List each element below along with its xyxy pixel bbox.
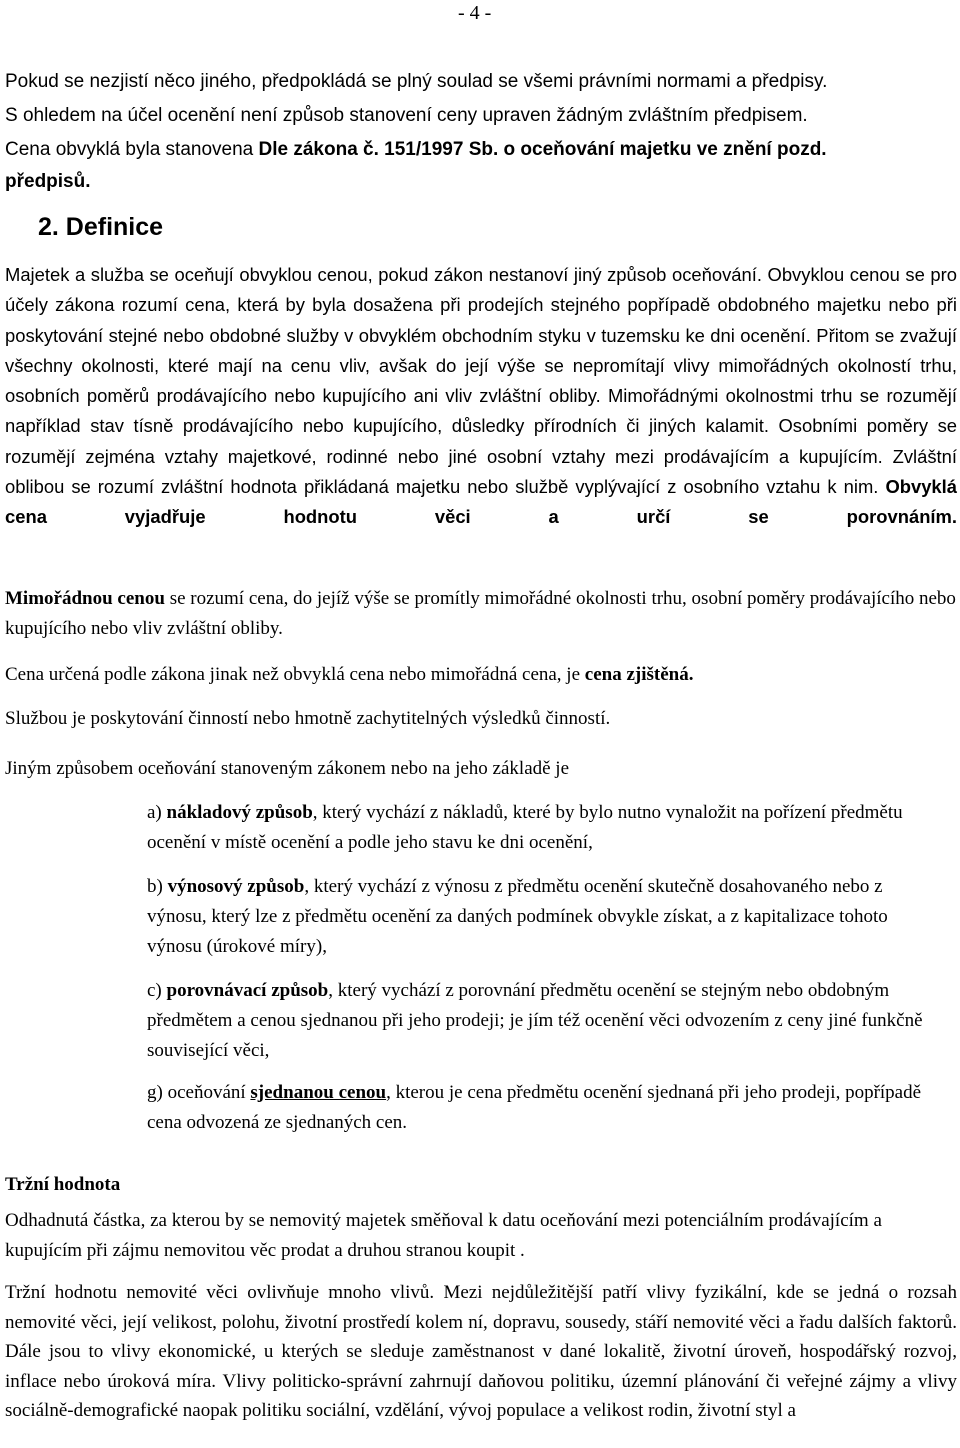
page-number: - 4 - <box>458 2 492 24</box>
definice-paragraph <box>5 260 957 533</box>
list-item-g-prefix: g) oceňování <box>147 1082 251 1103</box>
mimoradna-text: se rozumí cena, do jejíž výše se promítly mimořádné okolnosti trhu, osobní poměry prodávajícího nebo kupujícího nebo vliv zvláštní obliby. <box>5 588 956 639</box>
zjistena-paragraph <box>5 660 957 690</box>
jinym-paragraph: Jiným způsobem oceňování stanoveným zákonem nebo na jeho základě je <box>5 758 570 779</box>
list-item-g-term: sjednanou cenou <box>250 1082 387 1103</box>
list-item-c-text: , který vychází z porovnání předmětu ocenění se stejným nebo obdobným předmětem a cenou sjednanou při jeho prodeji; je jím též ocenění věci odvozením z ceny jiné funkčně související věci, <box>147 980 923 1061</box>
list-item-c-term: porovnávací způsob <box>166 980 329 1001</box>
definice-text-2: Přitom se zvažují všechny okolnosti, které mají na cenu vliv, avšak do její výše se nepromítají vlivy mimořádných okolností trhu, osobních poměrů prodávajícího nebo kupujícího ani vliv zvláštní obliby. Mimořádnými okolnostmi trhu se rozumějí například stav tísně prodávajícího nebo kupujícího, důsledky přírodních či jiných kalamit. Osobními poměry se rozumějí zejména vztahy majetkové, rodinné nebo jiné osobní vztahy mezi prodávajícím a kupujícím. Zvláštní oblibou se rozumí zvláštní hodnota přikládaná majetku nebo službě vyplývající z osobního vztahu k nim. <box>5 324 957 498</box>
trzni-hodnota-paragraph-1: Odhadnutá částka, za kterou by se nemovitý majetek směňoval k datu oceňování mezi potenciálním prodávajícím a kupujícím při zájmu nemovitou věc prodat a druhou stranou koupit . <box>5 1210 882 1261</box>
list-item-c <box>147 976 927 1066</box>
intro-line-2: S ohledem na účel ocenění není způsob stanovení ceny upraven žádným zvláštním předpisem. <box>5 105 808 126</box>
list-item-a-term: nákladový způsob <box>166 802 313 823</box>
zjistena-text: Cena určená podle zákona jinak než obvyklá cena nebo mimořádná cena, je <box>5 664 585 685</box>
list-item-a-prefix: a) <box>147 802 167 823</box>
trzni-hodnota-paragraph-2: Tržní hodnotu nemovité věci ovlivňuje mnoho vlivů. Mezi nejdůležitější patří vlivy fyzikální, kde se jedná o rozsah nemovité věci, její velikost, polohu, životní prostředí kolem ní, dopravu, sousedy, stáří nemovité věci a řadu dalších faktorů. Dále jsou to vlivy ekonomické, u kterých se sleduje zaměstnanost v dané lokalitě, životní úroveň, hospodářský rozvoj, inflace nebo úroková míra. Vlivy politicko-správní zahrnují daňovou politiku, územní plánování či veřejné zájmy a vlivy sociálně-demografické naopak politiku sociální, vzdělání, vývoj populace a velikost rodin, životní styl a <box>5 1282 957 1422</box>
mimoradna-paragraph <box>5 584 957 644</box>
intro-line-3 <box>5 136 827 163</box>
law-reference: Dle zákona č. 151/1997 Sb. o oceňování majetku ve znění pozd. <box>258 139 827 160</box>
sluzba-paragraph: Službou je poskytování činností nebo hmotně zachytitelných výsledků činností. <box>5 708 611 729</box>
list-item-b <box>147 872 927 962</box>
list-item-b-text: , který vychází z výnosu z předmětu ocenění skutečně dosahovaného nebo z výnosu, který lze z předmětu ocenění za daných podmínek obvykle získat, a z kapitalizace tohoto výnosu (úrokové míry), <box>147 876 888 957</box>
list-item-g <box>147 1078 927 1138</box>
definice-text-1: Majetek a služba se oceňují obvyklou cenou, pokud zákon nestanoví jiný způsob oceňování. Obvyklou cenou se pro účely zákona rozumí cena, která by byla dosažena při prodejích stejného popřípadě obdobného majetku nebo při poskytování stejné nebo obdobné služby v obvyklém obchodním styku v tuzemsku ke dni ocenění. <box>5 264 957 346</box>
list-item-g-text: , kterou je cena předmětu ocenění sjednaná při jeho prodeji, popřípadě cena odvozená ze sjednaných cen. <box>147 1082 922 1133</box>
list-item-a <box>147 798 927 858</box>
list-item-c-prefix: c) <box>147 980 167 1001</box>
list-item-b-term: výnosový způsob <box>167 876 305 897</box>
definice-bold: Obvyklá cena vyjadřuje hodnotu věci a určí se porovnáním. <box>5 476 957 528</box>
trzni-hodnota-heading: Tržní hodnota <box>5 1174 121 1195</box>
mimoradna-term: Mimořádnou cenou <box>5 588 165 609</box>
zjistena-term: cena zjištěná. <box>584 664 694 685</box>
intro-line-3-text: Cena obvyklá byla stanovena <box>5 139 259 160</box>
list-item-b-prefix: b) <box>147 876 168 897</box>
section-heading-definice: 2. Definice <box>38 213 164 241</box>
intro-line-4: předpisů. <box>5 171 91 192</box>
intro-line-1: Pokud se nezjistí něco jiného, předpokládá se plný soulad se všemi právními normami a předpisy. <box>5 71 828 92</box>
list-item-a-text: , který vychází z nákladů, které by bylo nutno vynaložit na pořízení předmětu ocenění v místě ocenění a podle jeho stavu ke dni ocenění, <box>147 802 903 853</box>
